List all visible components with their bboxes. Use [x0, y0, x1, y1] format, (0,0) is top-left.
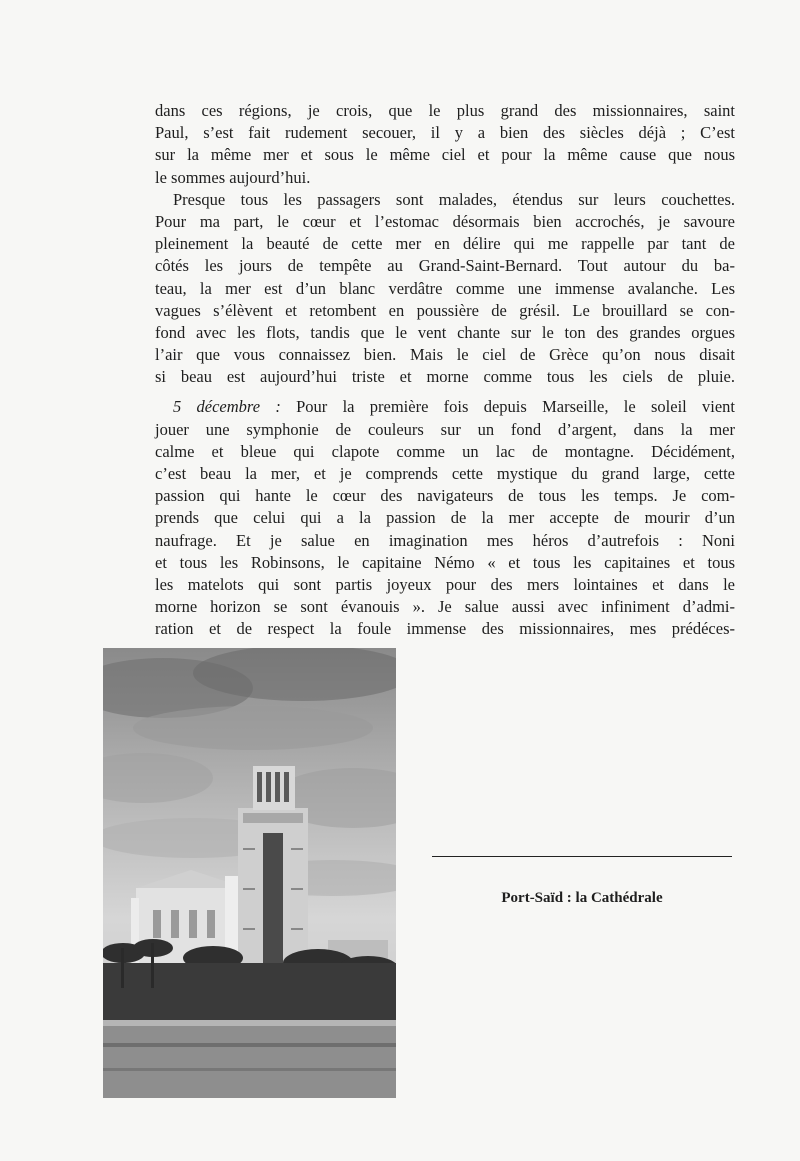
text-line: côtés les jours de tempête au Grand-Saint-Bernard. Tout autour du ba-: [155, 256, 735, 276]
text-line: teau, la mer est d’un blanc verdâtre comme une immense avalanche. Les: [155, 278, 735, 298]
text-line: morne horizon se sont évanouis ». Je salue aussi avec infiniment d’admi-: [155, 597, 735, 617]
text-line: l’air que vous connaissez bien. Mais le ciel de Grèce qu’on nous disait: [155, 345, 735, 365]
text-line: jouer une symphonie de couleurs sur un fond d’argent, dans la mer: [155, 419, 735, 439]
text-line: Presque tous les passagers sont malades, étendus sur leurs couchettes.: [173, 189, 735, 209]
paragraph-1: [155, 100, 735, 189]
text-line: si beau est aujourd’hui triste et morne comme tous les ciels de pluie.: [155, 367, 735, 387]
text-line: Pour ma part, le cœur et l’estomac désormais bien accrochés, je savoure: [155, 211, 735, 231]
paragraph-2: [155, 189, 735, 389]
text-line-remainder: Pour la première fois depuis Marseille, le soleil vient: [280, 397, 736, 417]
text-line: sur la même mer et sous le même ciel et pour la même cause que nous: [155, 145, 735, 165]
text-line: passion qui hante le cœur des navigateurs de tous les temps. Je com-: [155, 486, 735, 506]
paragraph-3: [155, 396, 735, 640]
text-line: fond avec les flots, tandis que le vent chante sur le ton des grandes orgues: [155, 322, 735, 342]
text-line: vagues s’élèvent et retombent en poussière de grésil. Le brouillard se con-: [155, 300, 735, 320]
text-line: [155, 396, 735, 418]
text-line: pleinement la beauté de cette mer en délire qui me rappelle par tant de: [155, 234, 735, 254]
text-line: calme et bleue qui clapote comme un lac de montagne. Décidément,: [155, 441, 735, 461]
cathedral-photo: [103, 648, 396, 1098]
date-label: 5 décembre :: [173, 397, 281, 417]
text-line: le sommes aujourd’hui.: [155, 167, 311, 187]
text-line: ration et de respect la foule immense des missionnaires, mes prédéces-: [155, 619, 735, 639]
text-line: naufrage. Et je salue en imagination mes héros d’autrefois : Noni: [155, 530, 735, 550]
body-text: [155, 100, 735, 641]
text-line: et tous les Robinsons, le capitaine Némo « et tous les capitaines et tous: [155, 552, 735, 572]
text-line: les matelots qui sont partis joyeux pour des mers lointaines et dans le: [155, 574, 735, 594]
text-line: prends que celui qui a la passion de la mer accepte de mourir d’un: [155, 508, 735, 528]
text-line: Paul, s’est fait rudement secouer, il y a bien des siècles déjà ; C’est: [155, 123, 735, 143]
figure-caption: Port-Saïd : la Cathédrale: [501, 890, 663, 906]
text-line: dans ces régions, je crois, que le plus grand des missionnaires, saint: [155, 101, 735, 120]
text-line: c’est beau la mer, et je comprends cette mystique du grand large, cette: [155, 464, 735, 483]
caption-rule: [432, 856, 732, 857]
